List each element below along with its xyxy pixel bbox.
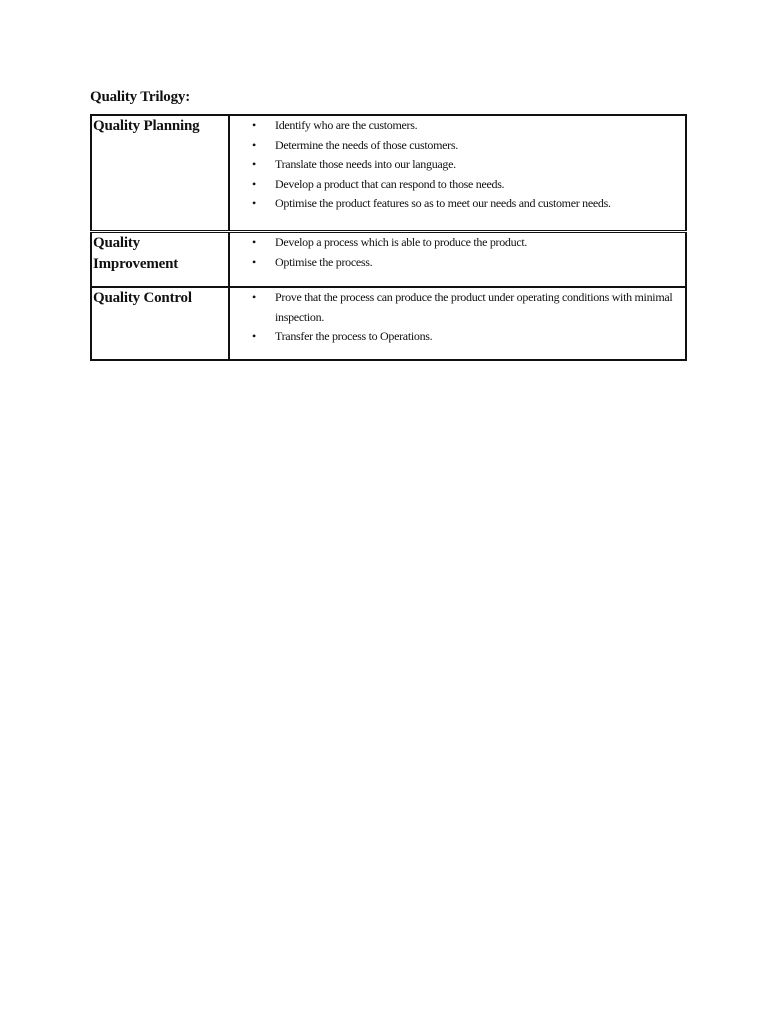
list-item-text: Translate those needs into our language.	[275, 157, 456, 171]
bullet-icon: •	[252, 137, 256, 152]
bullet-icon: •	[252, 118, 256, 132]
bullet-list	[230, 288, 685, 347]
list-item-text: Optimise the process.	[275, 254, 373, 269]
bullet-icon: •	[252, 235, 256, 249]
list-item-text: Determine the needs of those customers.	[275, 137, 458, 152]
table-row	[91, 287, 686, 360]
bullet-icon: •	[252, 254, 256, 269]
list-item-text: Prove that the process can produce the product under operating conditions with minimal inspection.	[275, 290, 673, 324]
list-item-text: Transfer the process to Operations.	[275, 329, 433, 343]
bullet-icon: •	[252, 290, 256, 304]
list-item	[230, 194, 685, 214]
bullet-icon: •	[252, 176, 256, 191]
list-item-text: Develop a product that can respond to those needs.	[275, 176, 505, 191]
list-item-text: Optimise the product features so as to meet our needs and customer needs.	[275, 196, 611, 210]
row-label-quality-planning: Quality Planning	[91, 115, 229, 232]
list-item-text: Identify who are the customers.	[275, 118, 418, 132]
table-row	[91, 232, 686, 288]
row-items-quality-planning	[229, 115, 686, 232]
bullet-icon: •	[252, 157, 256, 171]
row-items-quality-improvement	[229, 232, 686, 288]
bullet-icon: •	[252, 329, 256, 343]
quality-trilogy-table	[90, 114, 687, 361]
list-item	[230, 136, 685, 156]
list-item	[230, 253, 685, 273]
list-item	[230, 233, 685, 253]
list-item	[230, 116, 685, 136]
row-label-quality-control: Quality Control	[91, 287, 229, 360]
bullet-list	[230, 233, 685, 272]
bullet-list	[230, 116, 685, 214]
list-item	[230, 327, 685, 347]
table-row	[91, 115, 686, 232]
list-item	[230, 175, 685, 195]
list-item-text: Develop a process which is able to produce the product.	[275, 235, 528, 249]
row-label-quality-improvement: Quality Improvement	[91, 232, 229, 288]
list-item	[230, 288, 685, 327]
page-title: Quality Trilogy:	[90, 89, 190, 105]
row-items-quality-control	[229, 287, 686, 360]
bullet-icon: •	[252, 196, 256, 210]
list-item	[230, 155, 685, 175]
